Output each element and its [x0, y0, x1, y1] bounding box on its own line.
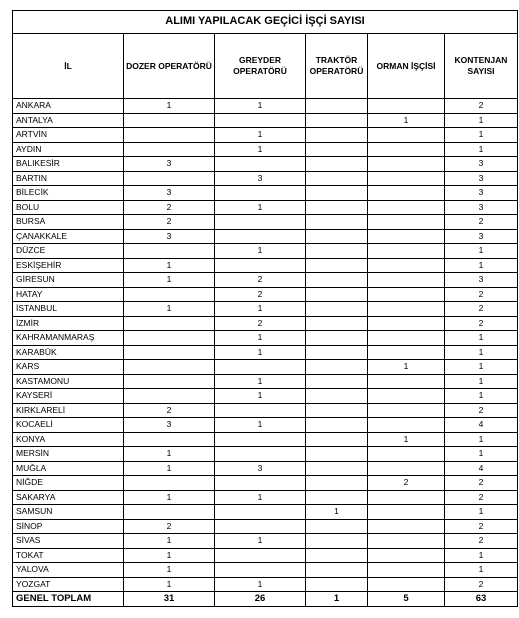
il-cell: BOLU	[13, 200, 124, 215]
il-cell: AYDIN	[13, 142, 124, 157]
kontenjan-cell: 2	[445, 403, 518, 418]
greyder-cell	[215, 215, 306, 230]
greyder-cell: 1	[215, 128, 306, 143]
header-il: İL	[13, 34, 124, 99]
greyder-cell	[215, 519, 306, 534]
traktor-cell	[306, 461, 368, 476]
kontenjan-cell: 3	[445, 171, 518, 186]
orman-cell	[368, 519, 445, 534]
header-kontenjan-sayisi: KONTENJAN SAYISI	[445, 34, 518, 99]
orman-cell	[368, 563, 445, 578]
table-row	[13, 244, 518, 259]
table-row	[13, 476, 518, 491]
table-row	[13, 200, 518, 215]
greyder-cell: 1	[215, 99, 306, 114]
il-cell: BURSA	[13, 215, 124, 230]
kontenjan-cell: 1	[445, 113, 518, 128]
table-row	[13, 287, 518, 302]
traktor-cell	[306, 128, 368, 143]
table-row	[13, 389, 518, 404]
total-dozer: 31	[124, 592, 215, 607]
orman-cell	[368, 418, 445, 433]
orman-cell	[368, 186, 445, 201]
header-orman-iscisi: ORMAN İŞÇİSİ	[368, 34, 445, 99]
table-row	[13, 229, 518, 244]
total-kontenjan: 63	[445, 592, 518, 607]
traktor-cell	[306, 360, 368, 375]
traktor-cell	[306, 244, 368, 259]
orman-cell	[368, 128, 445, 143]
orman-cell	[368, 505, 445, 520]
greyder-cell: 2	[215, 287, 306, 302]
kontenjan-cell: 4	[445, 418, 518, 433]
kontenjan-cell: 1	[445, 505, 518, 520]
traktor-cell	[306, 186, 368, 201]
orman-cell	[368, 229, 445, 244]
dozer-cell	[124, 345, 215, 360]
traktor-cell	[306, 447, 368, 462]
kontenjan-cell: 1	[445, 142, 518, 157]
table-row	[13, 505, 518, 520]
kontenjan-cell: 2	[445, 577, 518, 592]
il-cell: KONYA	[13, 432, 124, 447]
traktor-cell	[306, 577, 368, 592]
total-row	[13, 592, 518, 607]
table-row	[13, 360, 518, 375]
traktor-cell	[306, 171, 368, 186]
greyder-cell: 2	[215, 316, 306, 331]
kontenjan-cell: 4	[445, 461, 518, 476]
il-cell: İSTANBUL	[13, 302, 124, 317]
total-label: GENEL TOPLAM	[13, 592, 124, 607]
dozer-cell: 3	[124, 229, 215, 244]
il-cell: SİNOP	[13, 519, 124, 534]
kontenjan-cell: 2	[445, 302, 518, 317]
dozer-cell	[124, 360, 215, 375]
total-orman: 5	[368, 592, 445, 607]
traktor-cell	[306, 157, 368, 172]
table-row	[13, 316, 518, 331]
il-cell: ESKİŞEHİR	[13, 258, 124, 273]
dozer-cell: 1	[124, 273, 215, 288]
dozer-cell: 1	[124, 548, 215, 563]
table-row	[13, 99, 518, 114]
orman-cell	[368, 273, 445, 288]
il-cell: MERSİN	[13, 447, 124, 462]
kontenjan-cell: 1	[445, 128, 518, 143]
greyder-cell: 1	[215, 577, 306, 592]
traktor-cell	[306, 374, 368, 389]
table-row	[13, 563, 518, 578]
greyder-cell	[215, 548, 306, 563]
dozer-cell	[124, 476, 215, 491]
kontenjan-cell: 2	[445, 287, 518, 302]
table-row	[13, 490, 518, 505]
traktor-cell	[306, 229, 368, 244]
traktor-cell	[306, 345, 368, 360]
worker-quota-table	[12, 10, 518, 607]
traktor-cell	[306, 99, 368, 114]
greyder-cell: 1	[215, 200, 306, 215]
traktor-cell	[306, 476, 368, 491]
traktor-cell	[306, 316, 368, 331]
greyder-cell	[215, 113, 306, 128]
kontenjan-cell: 1	[445, 389, 518, 404]
orman-cell	[368, 157, 445, 172]
il-cell: MUĞLA	[13, 461, 124, 476]
orman-cell	[368, 215, 445, 230]
il-cell: KIRKLARELİ	[13, 403, 124, 418]
table-title: ALIMI YAPILACAK GEÇİCİ İŞÇİ SAYISI	[13, 11, 518, 34]
kontenjan-cell: 1	[445, 374, 518, 389]
kontenjan-cell: 2	[445, 476, 518, 491]
orman-cell	[368, 389, 445, 404]
table-row	[13, 403, 518, 418]
traktor-cell	[306, 563, 368, 578]
table-row	[13, 447, 518, 462]
il-cell: ARTVİN	[13, 128, 124, 143]
greyder-cell: 1	[215, 389, 306, 404]
orman-cell: 1	[368, 113, 445, 128]
dozer-cell: 3	[124, 186, 215, 201]
il-cell: ANKARA	[13, 99, 124, 114]
kontenjan-cell: 1	[445, 258, 518, 273]
orman-cell	[368, 447, 445, 462]
header-row	[13, 34, 518, 99]
kontenjan-cell: 1	[445, 563, 518, 578]
table-row	[13, 432, 518, 447]
greyder-cell	[215, 403, 306, 418]
traktor-cell	[306, 548, 368, 563]
orman-cell	[368, 200, 445, 215]
kontenjan-cell: 2	[445, 215, 518, 230]
traktor-cell: 1	[306, 505, 368, 520]
orman-cell	[368, 461, 445, 476]
table-row	[13, 519, 518, 534]
kontenjan-cell: 1	[445, 331, 518, 346]
orman-cell	[368, 403, 445, 418]
traktor-cell	[306, 519, 368, 534]
table-row	[13, 331, 518, 346]
kontenjan-cell: 1	[445, 360, 518, 375]
greyder-cell	[215, 360, 306, 375]
orman-cell: 2	[368, 476, 445, 491]
kontenjan-cell: 1	[445, 432, 518, 447]
il-cell: SAMSUN	[13, 505, 124, 520]
dozer-cell: 1	[124, 534, 215, 549]
dozer-cell: 2	[124, 215, 215, 230]
il-cell: KAHRAMANMARAŞ	[13, 331, 124, 346]
kontenjan-cell: 1	[445, 244, 518, 259]
dozer-cell: 3	[124, 157, 215, 172]
greyder-cell: 1	[215, 345, 306, 360]
kontenjan-cell: 1	[445, 447, 518, 462]
greyder-cell	[215, 447, 306, 462]
il-cell: ANTALYA	[13, 113, 124, 128]
table-row	[13, 534, 518, 549]
greyder-cell: 1	[215, 374, 306, 389]
greyder-cell: 1	[215, 418, 306, 433]
orman-cell	[368, 99, 445, 114]
dozer-cell	[124, 142, 215, 157]
dozer-cell	[124, 287, 215, 302]
orman-cell: 1	[368, 360, 445, 375]
il-cell: KARABÜK	[13, 345, 124, 360]
orman-cell	[368, 302, 445, 317]
orman-cell	[368, 331, 445, 346]
orman-cell	[368, 534, 445, 549]
kontenjan-cell: 1	[445, 548, 518, 563]
orman-cell	[368, 316, 445, 331]
greyder-cell: 1	[215, 302, 306, 317]
kontenjan-cell: 1	[445, 345, 518, 360]
table-row	[13, 461, 518, 476]
greyder-cell: 1	[215, 331, 306, 346]
table-row	[13, 345, 518, 360]
traktor-cell	[306, 215, 368, 230]
table-row	[13, 258, 518, 273]
il-cell: DÜZCE	[13, 244, 124, 259]
greyder-cell	[215, 258, 306, 273]
greyder-cell	[215, 563, 306, 578]
traktor-cell	[306, 389, 368, 404]
header-traktor-operator: TRAKTÖR OPERATÖRÜ	[306, 34, 368, 99]
table-row	[13, 113, 518, 128]
orman-cell	[368, 345, 445, 360]
table-row	[13, 302, 518, 317]
il-cell: YOZGAT	[13, 577, 124, 592]
table-row	[13, 171, 518, 186]
dozer-cell	[124, 432, 215, 447]
greyder-cell: 1	[215, 490, 306, 505]
orman-cell: 1	[368, 432, 445, 447]
dozer-cell: 1	[124, 447, 215, 462]
il-cell: SAKARYA	[13, 490, 124, 505]
greyder-cell: 2	[215, 273, 306, 288]
kontenjan-cell: 3	[445, 273, 518, 288]
kontenjan-cell: 3	[445, 157, 518, 172]
kontenjan-cell: 3	[445, 229, 518, 244]
orman-cell	[368, 548, 445, 563]
kontenjan-cell: 2	[445, 316, 518, 331]
dozer-cell	[124, 171, 215, 186]
table-row	[13, 142, 518, 157]
dozer-cell: 1	[124, 563, 215, 578]
greyder-cell	[215, 432, 306, 447]
il-cell: BİLECİK	[13, 186, 124, 201]
il-cell: İZMİR	[13, 316, 124, 331]
greyder-cell	[215, 186, 306, 201]
table-row	[13, 128, 518, 143]
orman-cell	[368, 287, 445, 302]
dozer-cell	[124, 244, 215, 259]
greyder-cell	[215, 476, 306, 491]
document	[12, 10, 517, 607]
dozer-cell: 1	[124, 461, 215, 476]
header-dozer-operator: DOZER OPERATÖRÜ	[124, 34, 215, 99]
greyder-cell: 1	[215, 142, 306, 157]
dozer-cell: 1	[124, 99, 215, 114]
dozer-cell: 1	[124, 490, 215, 505]
dozer-cell: 3	[124, 418, 215, 433]
traktor-cell	[306, 432, 368, 447]
traktor-cell	[306, 287, 368, 302]
il-cell: KOCAELİ	[13, 418, 124, 433]
dozer-cell	[124, 128, 215, 143]
table-row	[13, 418, 518, 433]
traktor-cell	[306, 113, 368, 128]
il-cell: GİRESUN	[13, 273, 124, 288]
greyder-cell: 3	[215, 461, 306, 476]
il-cell: KAYSERİ	[13, 389, 124, 404]
il-cell: ÇANAKKALE	[13, 229, 124, 244]
kontenjan-cell: 2	[445, 519, 518, 534]
greyder-cell: 1	[215, 534, 306, 549]
kontenjan-cell: 2	[445, 534, 518, 549]
orman-cell	[368, 490, 445, 505]
header-greyder-operator: GREYDER OPERATÖRÜ	[215, 34, 306, 99]
table-row	[13, 157, 518, 172]
total-traktor: 1	[306, 592, 368, 607]
traktor-cell	[306, 258, 368, 273]
il-cell: YALOVA	[13, 563, 124, 578]
il-cell: BARTIN	[13, 171, 124, 186]
greyder-cell	[215, 505, 306, 520]
table-row	[13, 273, 518, 288]
il-cell: KASTAMONU	[13, 374, 124, 389]
dozer-cell: 1	[124, 302, 215, 317]
dozer-cell	[124, 389, 215, 404]
traktor-cell	[306, 142, 368, 157]
dozer-cell	[124, 316, 215, 331]
greyder-cell: 1	[215, 244, 306, 259]
dozer-cell: 1	[124, 577, 215, 592]
traktor-cell	[306, 302, 368, 317]
dozer-cell: 1	[124, 258, 215, 273]
dozer-cell	[124, 505, 215, 520]
orman-cell	[368, 244, 445, 259]
orman-cell	[368, 142, 445, 157]
traktor-cell	[306, 273, 368, 288]
total-greyder: 26	[215, 592, 306, 607]
table-row	[13, 577, 518, 592]
table-row	[13, 186, 518, 201]
kontenjan-cell: 3	[445, 200, 518, 215]
il-cell: BALIKESİR	[13, 157, 124, 172]
il-cell: SİVAS	[13, 534, 124, 549]
il-cell: HATAY	[13, 287, 124, 302]
dozer-cell	[124, 331, 215, 346]
orman-cell	[368, 258, 445, 273]
orman-cell	[368, 374, 445, 389]
kontenjan-cell: 3	[445, 186, 518, 201]
traktor-cell	[306, 200, 368, 215]
il-cell: KARS	[13, 360, 124, 375]
dozer-cell: 2	[124, 200, 215, 215]
traktor-cell	[306, 418, 368, 433]
traktor-cell	[306, 490, 368, 505]
traktor-cell	[306, 331, 368, 346]
traktor-cell	[306, 403, 368, 418]
greyder-cell: 3	[215, 171, 306, 186]
il-cell: TOKAT	[13, 548, 124, 563]
dozer-cell	[124, 374, 215, 389]
orman-cell	[368, 577, 445, 592]
greyder-cell	[215, 229, 306, 244]
il-cell: NİĞDE	[13, 476, 124, 491]
table-row	[13, 374, 518, 389]
table-row	[13, 548, 518, 563]
dozer-cell: 2	[124, 519, 215, 534]
kontenjan-cell: 2	[445, 490, 518, 505]
table-row	[13, 215, 518, 230]
greyder-cell	[215, 157, 306, 172]
table-body	[13, 99, 518, 592]
dozer-cell: 2	[124, 403, 215, 418]
traktor-cell	[306, 534, 368, 549]
kontenjan-cell: 2	[445, 99, 518, 114]
dozer-cell	[124, 113, 215, 128]
orman-cell	[368, 171, 445, 186]
